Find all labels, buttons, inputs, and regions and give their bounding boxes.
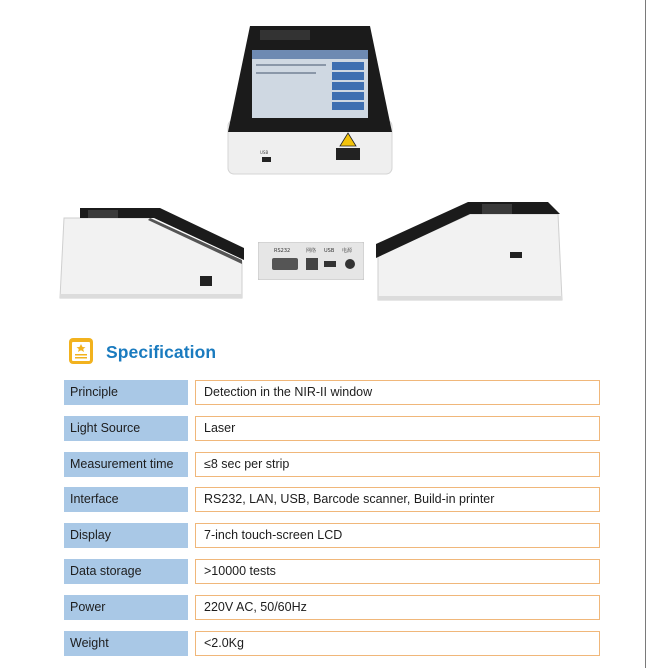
spec-label: Power [64,595,188,620]
spec-row [64,595,600,620]
spec-row [64,380,600,405]
spec-label: Data storage [64,559,188,584]
specification-header [66,336,366,366]
spec-row [64,452,600,477]
spec-value: <2.0Kg [195,631,600,656]
front-usb-label: USB [260,150,269,155]
spec-value: ≤8 sec per strip [195,452,600,477]
spec-row [64,416,600,441]
spec-label: Display [64,523,188,548]
analyzer-front-photo [220,20,400,178]
clipboard-icon [66,336,96,366]
spec-label: Measurement time [64,452,188,477]
rear-label-power: 电源 [342,248,353,254]
rear-label-rs232: RS232 [274,248,291,254]
rear-label-usb: USB [324,248,335,254]
specification-table [64,380,600,666]
spec-label: Interface [64,487,188,512]
specification-title: Specification [106,342,217,362]
spec-label: Weight [64,631,188,656]
spec-row [64,523,600,548]
spec-value: 220V AC, 50/60Hz [195,595,600,620]
spec-value: Laser [195,416,600,441]
analyzer-rear-panel-photo [258,242,364,280]
spec-row [64,631,600,656]
page-border-line [645,0,646,668]
analyzer-left-side-photo [50,202,248,300]
spec-label: Light Source [64,416,188,441]
spec-value: 7-inch touch-screen LCD [195,523,600,548]
spec-row [64,487,600,512]
spec-row [64,559,600,584]
spec-value: >10000 tests [195,559,600,584]
spec-value: RS232, LAN, USB, Barcode scanner, Build-in printer [195,487,600,512]
spec-label: Principle [64,380,188,405]
spec-value: Detection in the NIR-II window [195,380,600,405]
analyzer-right-side-photo [372,196,570,304]
rear-label-network: 网络 [306,248,317,254]
